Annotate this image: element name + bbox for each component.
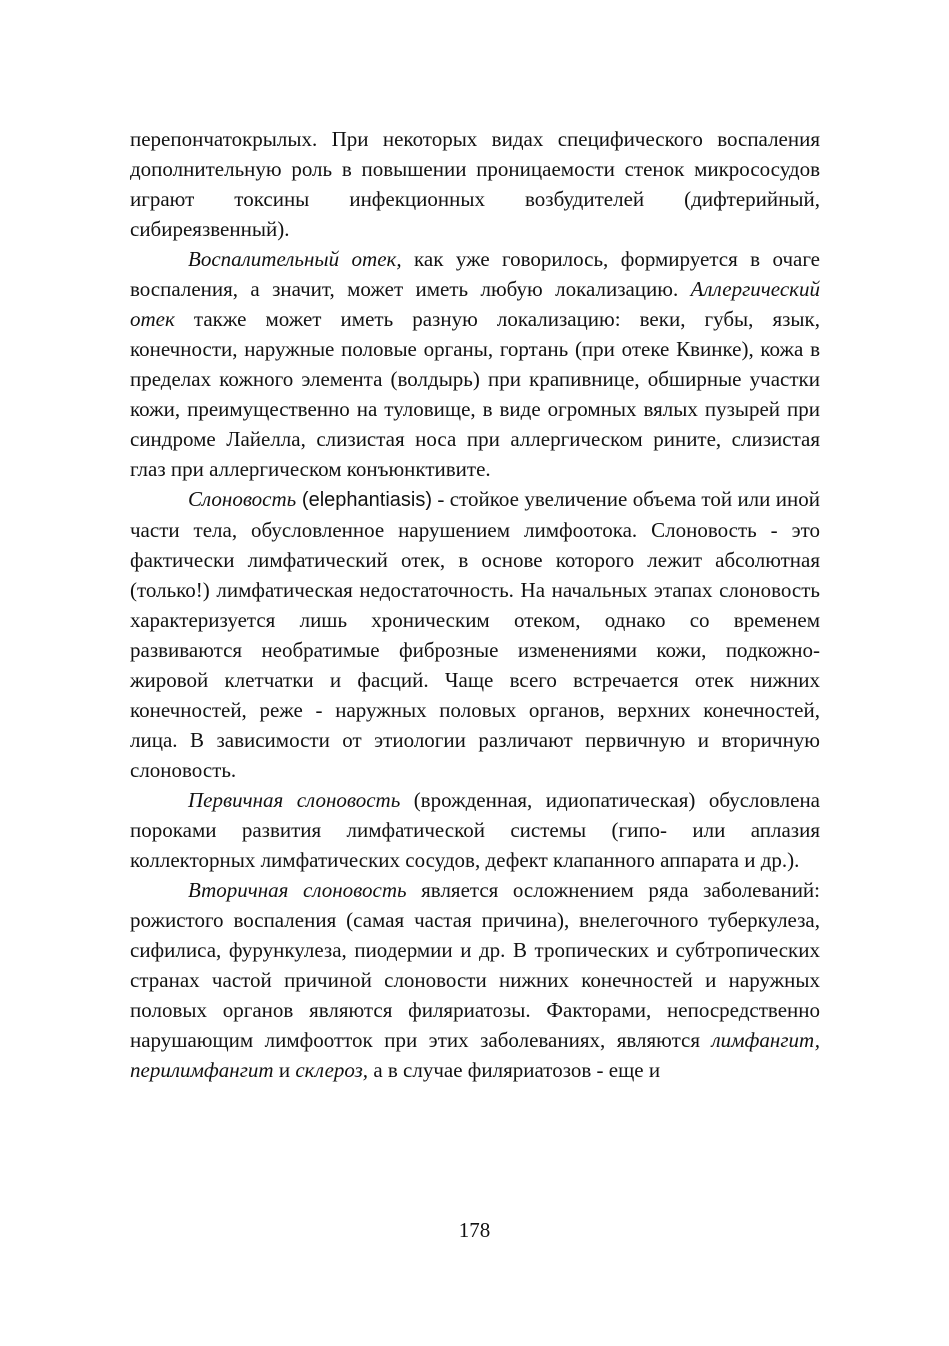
paragraph: [130, 244, 820, 484]
paragraph: [130, 785, 820, 875]
italic-term: Первичная слоновость: [188, 788, 401, 812]
text-run: - стойкое увеличение объема той или иной части тела, обусловленное нарушением лимфоотока. Слоновость - это фактически лимфатический отек, в основе которого лежит абсолютная (только!) лимфатическая недостаточность. На начальных этапах слоновость характеризуется лишь хроническим отеком, однако со временем развиваются необратимые фиброзные изменениями кожи, подкожно-жировой клетчатки и фасций. Чаще всего встречается отек нижних конечностей, реже - наружных половых органов, верхних конечностей, лица. В зависимости от этиологии различают первичную и вторичную слоновость.: [130, 487, 821, 782]
text-run: (врожденная, идиопатическая) обусловлена пороками развития лимфатической системы (гипо- или аплазия коллекторных лимфатических сосудов, дефект клапанного аппарата и др.).: [130, 788, 820, 872]
paragraph: [130, 484, 820, 785]
text-run: как уже говорилось, формируется в очаге воспаления, а значит, может иметь любую локализацию.: [130, 247, 820, 301]
text-run: перепончатокрылых. При некоторых видах специфического воспаления дополнительную роль в повышении проницаемости стенок микрососудов играют токсины инфекционных возбудителей (дифтерийный, сибиреязвенный).: [130, 127, 820, 241]
italic-term: Вторичная слоновость: [188, 878, 407, 902]
italic-term: склероз,: [295, 1058, 369, 1082]
italic-term: Слоновость: [188, 487, 297, 511]
italic-term: Воспалительный отек,: [188, 247, 402, 271]
text-run: (elephantiasis): [296, 489, 432, 511]
text-run: является осложнением ряда заболеваний: рожистого воспаления (самая частая причина), внелегочного туберкулеза, сифилиса, фурункулеза, пиодермии и др. В тропических и субтропических странах частой причиной слоновости нижних конечностей и наружных половых органов являются филяриатозы. Факторами, непосредственно нарушающим лимфоотток при этих заболеваниях, являются: [130, 878, 820, 1052]
italic-term: лимфангит, перилимфангит: [130, 1028, 820, 1082]
paragraph: [130, 875, 820, 1085]
page-body: [130, 124, 820, 1085]
text-run: также может иметь разную локализацию: веки, губы, язык, конечности, наружные половые органы, гортань (при отеке Квинке), кожа в пределах кожного элемента (волдырь) при крапивнице, обширные участки кожи, преимущественно на туловище, в виде огромных вялых пузырей при синдроме Лайелла, слизистая носа при аллергическом рините, слизистая глаз при аллергическом конъюнктивите.: [130, 307, 820, 481]
text-run: а в случае филяриатозов - еще и: [368, 1058, 661, 1082]
italic-term: Аллергический отек: [130, 277, 820, 331]
text-run: и: [273, 1058, 296, 1082]
paragraph: [130, 124, 820, 244]
page-number: 178: [458, 1218, 491, 1242]
